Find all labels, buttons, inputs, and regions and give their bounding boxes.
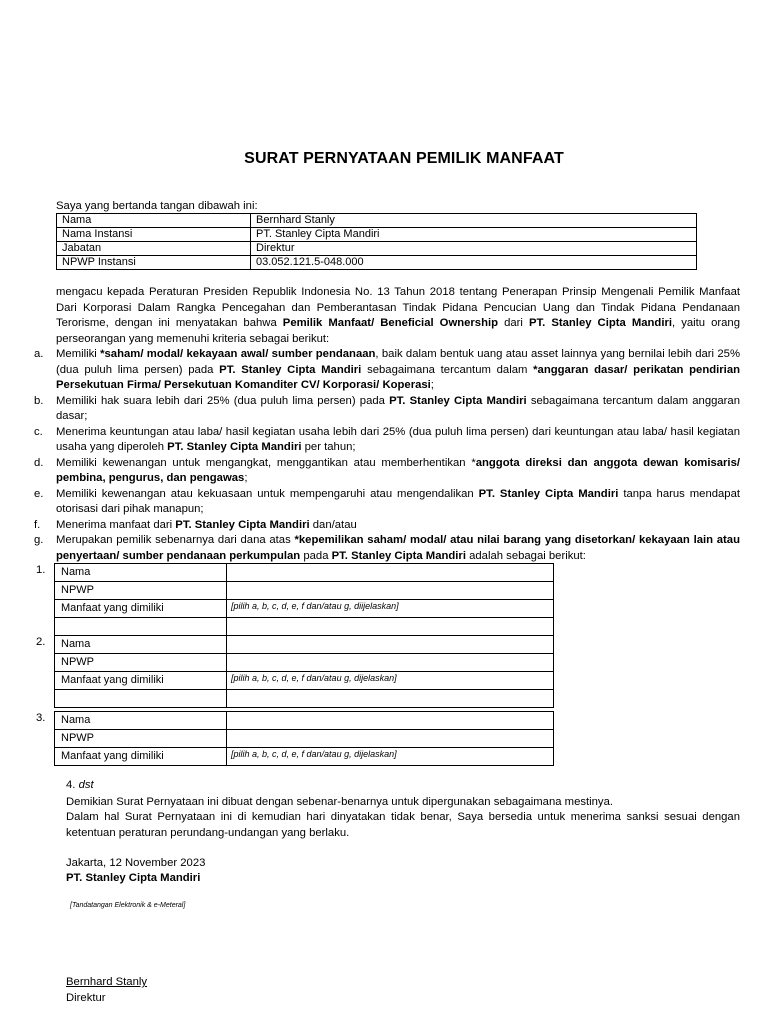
owner-table [54, 711, 554, 766]
identity-value: PT. Stanley Cipta Mandiri [251, 228, 697, 242]
criteria-item-b: b. Memiliki hak suara lebih dari 25% (dua puluh lima persen) pada PT. Stanley Cipta Mandiri sebagaimana tercantum dalam anggaran dasar; [34, 394, 740, 422]
identity-row [57, 214, 697, 228]
criteria-list [34, 347, 740, 564]
owner-npwp-label: NPWP [55, 582, 227, 600]
owner-benefit-label: Manfaat yang dimiliki [55, 600, 227, 618]
signer-name: Bernhard Stanly [66, 976, 148, 988]
owner-npwp-value [227, 730, 554, 748]
identity-value: Direktur [251, 242, 697, 256]
identity-table [56, 213, 697, 270]
more-owners-note [66, 778, 94, 792]
owner-name-value [227, 636, 554, 654]
identity-label: NPWP Instansi [57, 256, 251, 270]
signer-title: Direktur [66, 992, 106, 1004]
intro-text: Saya yang bertanda tangan dibawah ini: [56, 200, 258, 212]
identity-label: Jabatan [57, 242, 251, 256]
criteria-item-f: f. Menerima manfaat dari PT. Stanley Cipta Mandiri dan/atau [34, 518, 740, 534]
owner-npwp-label: NPWP [55, 654, 227, 672]
identity-row [57, 242, 697, 256]
criteria-item-a: a. Memiliki *saham/ modal/ kekayaan awal/ sumber pendanaan, baik dalam bentuk uang atau asset lainnya yang bernilai lebih dari 25% (dua puluh lima persen) pada PT. Stanley Cipta Mandiri sebagaimana tercantum dalam *anggaran dasar/ perikatan pendirian Persekutuan Firma/ Persekutuan Komanditer CV/ Korporasi/ Koperasi; [34, 348, 741, 391]
criteria-item-e: e. Memiliki kewenangan atau kekuasaan untuk mempengaruhi atau mengendalikan PT. Stanley Cipta Mandiri tanpa harus mendapat otorisasi dari pihak manapun; [34, 487, 740, 515]
identity-row [57, 256, 697, 270]
owner-number: 2. [36, 636, 46, 648]
identity-label: Nama Instansi [57, 228, 251, 242]
signature-note: [Tandatangan Elektronik & e-Meteral] [70, 902, 186, 909]
criteria-item-g: g. Merupakan pemilik sebenarnya dari dana atas *kepemilikan saham/ modal/ atau nilai barang yang disetorkan/ kekayaan lain atau penyertaan/ sumber pendanaan perkumpulan pada PT. Stanley Cipta Mandiri adalah sebagai berikut: [34, 534, 740, 562]
owner-benefit-label: Manfaat yang dimiliki [55, 748, 227, 766]
owner-benefit-hint: [pilih a, b, c, d, e, f dan/atau g, dijelaskan] [227, 748, 554, 766]
more-owners-number: 4. [66, 779, 76, 791]
closing-sentence-2: Dalam hal Surat Pernyataan ini di kemudian hari dinyatakan tidak benar, Saya bersedia untuk menerima sanksi sesuai dengan ketentuan peraturan perundang-undangan yang berlaku. [66, 811, 740, 839]
owner-benefit-hint: [pilih a, b, c, d, e, f dan/atau g, diijelaskan] [227, 600, 554, 618]
closing-sentence-1: Demikian Surat Pernyataan ini dibuat dengan sebenar-benarnya untuk dipergunakan sebagaimana mestinya. [66, 796, 613, 808]
owner-blank-cell [227, 618, 554, 636]
owner-npwp-label: NPWP [55, 730, 227, 748]
owner-name-value [227, 712, 554, 730]
place-date: Jakarta, 12 November 2023 [66, 857, 206, 869]
criteria-marker: e. [34, 487, 44, 500]
identity-label: Nama [57, 214, 251, 228]
owner-blank-cell [55, 618, 227, 636]
owner-name-label: Nama [55, 636, 227, 654]
owner-name-label: Nama [55, 712, 227, 730]
owner-blank-cell [55, 690, 227, 708]
criteria-marker: f. [34, 518, 41, 531]
criteria-marker: b. [34, 394, 44, 407]
owner-number: 1. [36, 564, 46, 576]
identity-value: 03.052.121.5-048.000 [251, 256, 697, 270]
identity-row [57, 228, 697, 242]
owner-table [54, 635, 554, 708]
criteria-marker: a. [34, 348, 44, 360]
owner-benefit-hint: [pilih a, b, c, d, e, f dan/atau g, dijelaskan] [227, 672, 554, 690]
criteria-marker: d. [34, 456, 44, 469]
owner-table [54, 563, 554, 636]
owner-benefit-label: Manfaat yang dimiliki [55, 672, 227, 690]
criteria-item-c: c. Menerima keuntungan atau laba/ hasil kegiatan usaha lebih dari 25% (dua puluh lima persen) dari keuntungan atau laba/ hasil kegiatan usaha yang diperoleh PT. Stanley Cipta Mandiri per tahun; [34, 425, 740, 453]
owner-name-label: Nama [55, 564, 227, 582]
owner-number: 3. [36, 712, 46, 724]
company-name: PT. Stanley Cipta Mandiri [66, 872, 201, 884]
owner-blank-cell [227, 690, 554, 708]
document-title: SURAT PERNYATAAN PEMILIK MANFAAT [244, 150, 564, 167]
criteria-item-d: d. Memiliki kewenangan untuk mengangkat, menggantikan atau memberhentikan *anggota direksi dan anggota dewan komisaris/ pembina, pengurus, dan pengawas; [34, 456, 740, 484]
criteria-marker: c. [34, 425, 43, 438]
owner-name-value [227, 564, 554, 582]
identity-value: Bernhard Stanly [251, 214, 697, 228]
criteria-marker: g. [34, 534, 44, 546]
more-owners-text: dst [78, 779, 94, 791]
owner-npwp-value [227, 582, 554, 600]
owner-npwp-value [227, 654, 554, 672]
statement-paragraph: mengacu kepada Peraturan Presiden Republik Indonesia No. 13 Tahun 2018 tentang Penerapan Prinsip Mengenali Pemilik Manfaat Dari Korporasi Dalam Rangka Pencegahan dan Pemberantasan Tindak Pidana Pencucian Uang dan Tindak Pidana Pendanaan Terorisme, dengan ini menyatakan bahwa Pemilik Manfaat/ Beneficial Ownership dari PT. Stanley Cipta Mandiri, yaitu orang perseorangan yang memenuhi kriteria sebagai berikut: [56, 286, 740, 345]
